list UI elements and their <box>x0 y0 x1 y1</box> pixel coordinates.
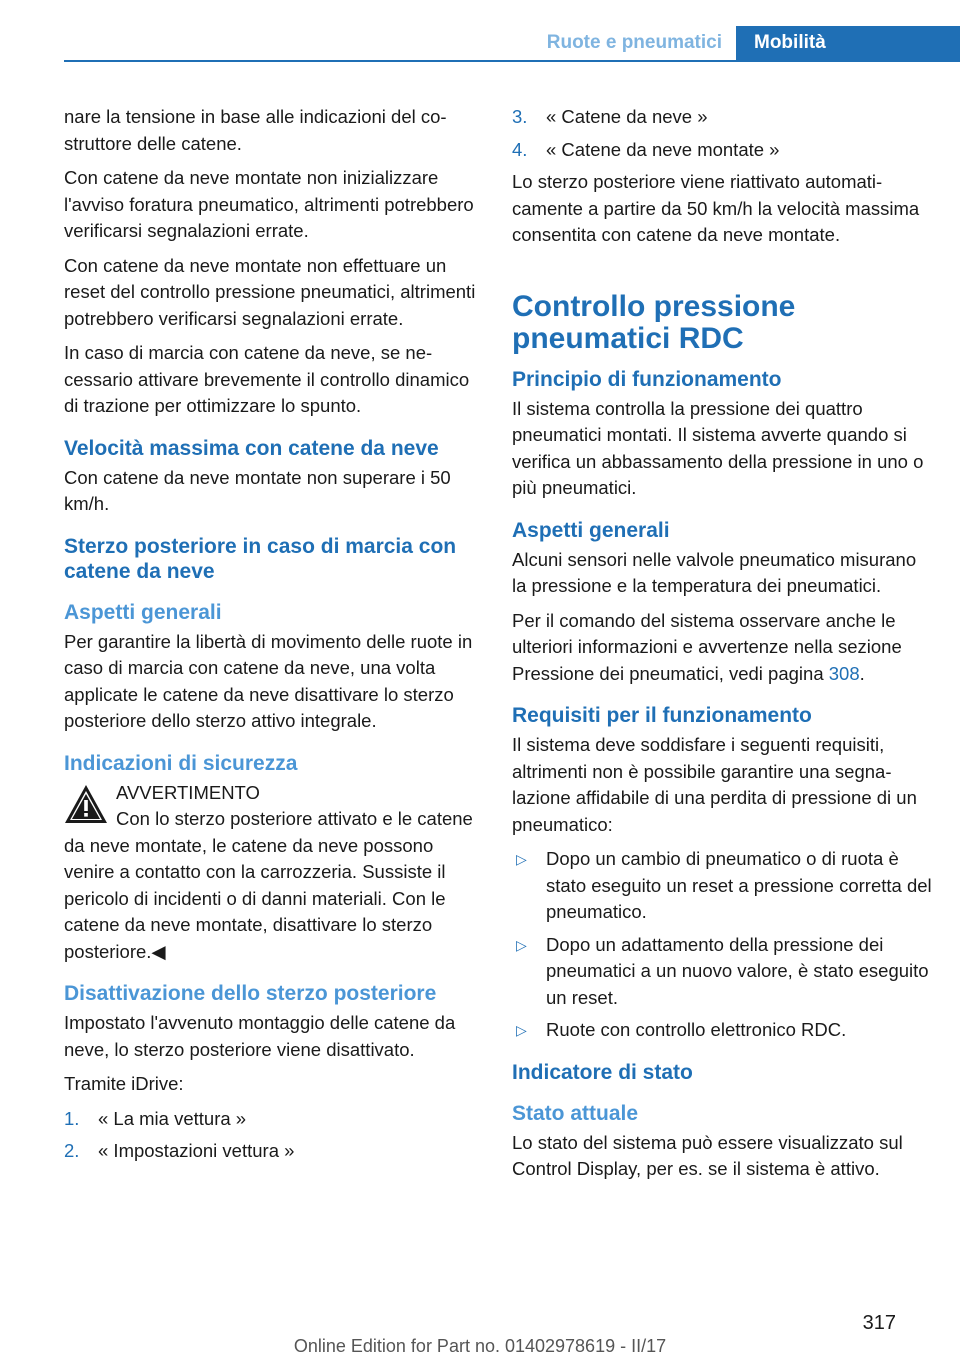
list-item <box>512 846 932 926</box>
list-item <box>512 104 932 131</box>
chapter-tab[interactable]: Mobilità <box>736 26 960 62</box>
page-header <box>64 26 960 62</box>
heading-rdc: Controllo pressione pneumatici RDC <box>512 289 796 355</box>
bullet-text: Ruote con controllo elettronico RDC. <box>546 1019 847 1040</box>
list-item <box>512 137 932 164</box>
step-text: « Catene da neve » <box>546 106 708 127</box>
list-item <box>512 932 932 1012</box>
requirement-list <box>512 846 932 1044</box>
step-text: « Catene da neve montate » <box>546 138 780 160</box>
heading-principle: Principio di funzionamento <box>512 367 782 391</box>
heading-requirements: Requisiti per il funzionamento <box>512 704 812 727</box>
list-item <box>64 1106 482 1133</box>
paragraph: Con catene da neve montate non effettuare un reset del controllo pressione pneumatici, altrimenti potrebbero verificarsi segnalazioni errate. <box>64 254 476 329</box>
paragraph: Il sistema deve soddisfare i seguenti requisiti, altrimenti non è possibile garantire una segnalazione affidabile di una perdita di pressione di un pneumatico: <box>512 734 917 835</box>
warning-box <box>64 780 482 966</box>
step-number: 3. <box>512 106 528 127</box>
heading-safety: Indicazioni di sicurezza <box>64 751 298 775</box>
heading-current-status: Stato attuale <box>512 1101 639 1125</box>
paragraph: Tramite iDrive: <box>64 1073 184 1094</box>
paragraph: nare la tensione in base alle indicazioni del costruttore delle catene. <box>64 106 447 154</box>
paragraph <box>512 608 932 688</box>
heading-status: Indicatore di stato <box>512 1060 693 1084</box>
warning-text: Con lo sterzo posteriore attivato e le catene da neve montate, le catene da neve possono venire a contatto con la carrozzeria. Sussiste il pericolo di incidenti o di danni materiali. Con le catene da neve montate, disattivare lo sterzo posteriore.◀ <box>64 808 473 962</box>
warning-title: AVVERTIMENTO <box>116 781 260 803</box>
step-number: 4. <box>512 138 528 160</box>
heading-rear-steering: Sterzo posteriore in caso di marcia con catene da neve <box>64 534 457 583</box>
step-number: 1. <box>64 1107 80 1129</box>
paragraph: Con catene da neve montate non superare i 50 km/h. <box>64 466 451 514</box>
page-number: 317 <box>862 1312 896 1334</box>
bullet-triangle-icon: ▷ <box>516 1022 527 1038</box>
paragraph: In caso di marcia con catene da neve, se necessario attivare brevemente il controllo dinamico di trazione per ottimizzare lo spunto. <box>64 342 470 416</box>
heading-general: Aspetti generali <box>64 600 222 624</box>
page-link[interactable]: 308 <box>828 662 860 684</box>
bullet-triangle-icon: ▷ <box>516 851 527 867</box>
heading-general: Aspetti generali <box>512 518 670 542</box>
paragraph-text: Per il comando del sistema osservare anche le ulteriori informazioni e avvertenze nella sezione Pressione dei pneumatici, vedi pagina <box>512 609 902 684</box>
paragraph: Lo sterzo posteriore viene riattivato automaticamente a partire da 50 km/h la velocità massima consentita con catene da neve montate. <box>512 171 920 245</box>
step-number: 2. <box>64 1140 80 1161</box>
header-rule <box>64 60 960 62</box>
list-item <box>64 1138 482 1165</box>
step-list <box>64 1106 482 1165</box>
footer-edition: Online Edition for Part no. 01402978619 - II/17 <box>293 1336 667 1356</box>
paragraph: Per garantire la libertà di movimento delle ruote in caso di marcia con catene da neve, una volta applicate le catene da neve disattivare lo sterzo posteriore dello sterzo attivo integrale. <box>64 630 473 731</box>
paragraph: Lo stato del sistema può essere visualizzato sul Control Display, per es. se il sistema è attivo. <box>512 1131 903 1179</box>
bullet-triangle-icon: ▷ <box>516 936 527 953</box>
paragraph-text: . <box>859 662 865 684</box>
bullet-text: Dopo un cambio di pneumatico o di ruota è stato eseguito un reset a pressione corretta del pneumatico. <box>546 848 932 922</box>
warning-triangle-icon <box>64 784 108 824</box>
paragraph: Impostato l'avvenuto montaggio delle catene da neve, lo sterzo posteriore viene disattivato. <box>64 1012 456 1060</box>
step-text: « Impostazioni vettura » <box>98 1140 295 1161</box>
list-item <box>512 1017 932 1044</box>
heading-deactivation: Disattivazione dello sterzo posteriore <box>64 982 437 1005</box>
paragraph: Il sistema controlla la pressione dei quattro pneumatici montati. Il sistema avverte quando si verifica un abbassamento della pressione in uno o più pneumatici. <box>512 397 924 498</box>
right-column <box>512 104 932 1191</box>
bullet-text: Dopo un adattamento della pressione dei pneumatici a un nuovo valore, è stato eseguito un reset. <box>546 933 929 1008</box>
step-list <box>512 104 932 163</box>
heading-max-speed: Velocità massima con catene da neve <box>64 436 439 460</box>
step-text: « La mia vettura » <box>98 1107 247 1129</box>
paragraph: Alcuni sensori nelle valvole pneumatico misurano la pressione e la temperatura dei pneumatici. <box>512 548 917 596</box>
left-column <box>64 104 482 1171</box>
section-tab[interactable]: Ruote e pneumatici <box>546 32 722 53</box>
paragraph: Con catene da neve montate non inizializzare l'avviso foratura pneumatico, altrimenti potrebbero verificarsi segnalazioni errate. <box>64 167 474 241</box>
